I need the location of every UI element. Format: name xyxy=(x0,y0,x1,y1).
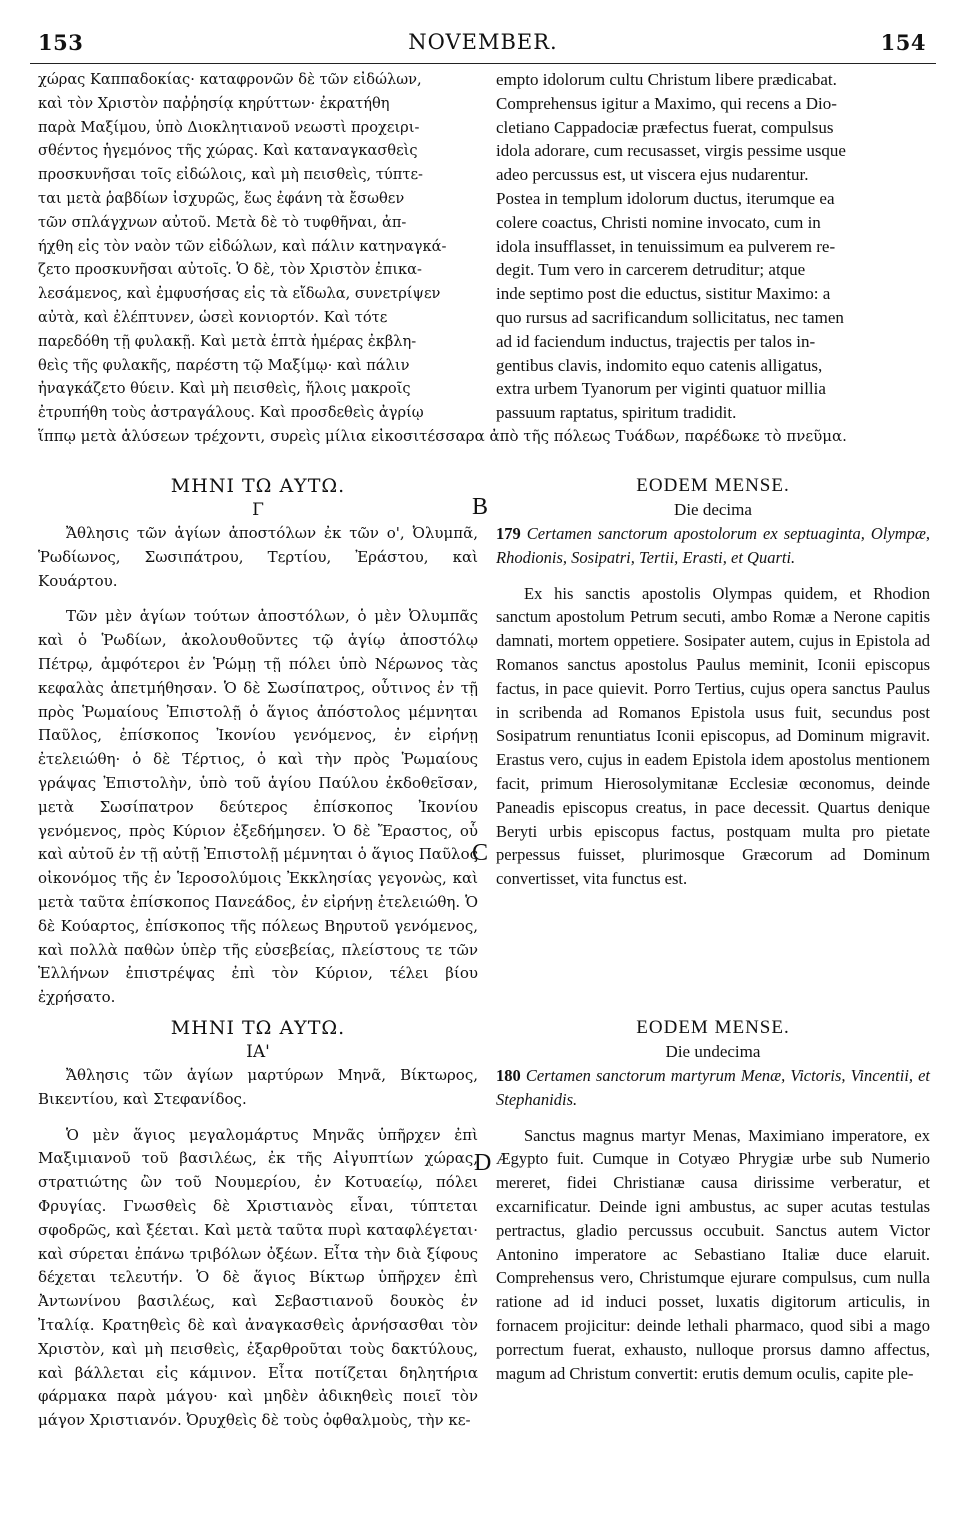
latin-section-heading xyxy=(496,522,930,570)
greek-section-heading: Ἄθλησις τῶν ἁγίων ἀποστόλων ἐκ τῶν ο', Ὀλυμπᾶ, Ῥωδίωνος, Σωσιπάτρου, Τερτίου, Ἐράστου, καὶ Κουάρτου. xyxy=(38,524,478,590)
latin-line: ad id faciendum inductus, trajectis per talos in- xyxy=(496,331,816,351)
greek-full-width-line: ἵππῳ μετὰ ἁλύσεων τρέχοντι, συρεὶς μίλια εἰκοσιτέσσαρα ἀπὸ τῆς πόλεως Τυάδων, παρέδωκε τὸ πνεῦμα. xyxy=(38,427,847,445)
section2-greek-column xyxy=(38,1016,478,1433)
greek-line: παρὰ Μαξίμου, ὑπὸ Διοκλητιανοῦ νεωστὶ προχειρι- xyxy=(38,118,420,136)
greek-line: λεσάμενος, καὶ ἐμφυσήσας εἰς τὰ εἴδωλα, συνετρίψεν xyxy=(38,285,441,303)
latin-section-body: Sanctus magnus martyr Menas, Maximiano imperatore, ex Ægypto fuit. Cumque in Cotyæo Phrygiæ urbe sub Numerio mereret, fidei Christianæ causa dirissime verberatur, et excarnificatur. Deinde igni ambustus, ac super acutas testulas pertractus, gladio percussus occubuit. Sanctus autem Victor Antonino imperatore ac Sebastiano Italiæ duce elaruit. Comprehensus vero, Christumque ejurare compulsus, cum nulla ratione ad id induci posset, luxatis digitorum articulis, in fornacem projicitur: deinde lethali pharmaco, quod sibi a mago porrectum fuerat, exhausto, nulloque prorsus damno affectus, magum ad Christum convertit: erutis demum oculis, capite ple- xyxy=(496,1125,930,1383)
latin-line: degit. Tum vero in carcerem detruditur; atque xyxy=(496,260,806,280)
greek-line: παρεδόθη τῇ φυλακῇ. Καὶ μετὰ ἑπτὰ ἡμέρας ἐκβλη- xyxy=(38,332,417,350)
latin-section-title: EODEM MENSE. xyxy=(636,475,790,496)
latin-line: extra urbem Tyanorum per viginti quatuor millia xyxy=(496,379,826,399)
greek-line: χώρας Καππαδοκίας· καταφρονῶν δὲ τῶν εἰδώλων, xyxy=(38,71,422,88)
latin-line: gentibus clavis, indomito equo catenis alligatus, xyxy=(496,355,823,375)
margin-letter-c: C xyxy=(472,840,489,866)
greek-line: τῶν σπλάγχνων αὐτοῦ. Μετὰ δὲ τὸ τυφθῆναι, ἀπ- xyxy=(38,213,407,231)
left-page-number: 153 xyxy=(38,30,84,55)
greek-day: ΙΑ' xyxy=(246,1042,270,1062)
running-title: NOVEMBER. xyxy=(408,30,558,54)
greek-section-body: Τῶν μὲν ἁγίων τούτων ἀποστόλων, ὁ μὲν Ὀλυμπᾶς καὶ ὁ Ῥωδίων, ἀκολουθοῦντες τῷ ἁγίῳ ἀποστόλῳ Πέτρῳ, ἀμφότεροι ἐν Ῥώμῃ τῇ πόλει ὑπὸ Νέρωνος τὰς κεφαλὰς ἀπετμήθησαν. Ὁ δὲ Σωσίπατρος, οὗτινος ἐν τῇ πρὸς Ῥωμαίους Ἐπιστολῇ ὁ ἅγιος ἀπόστολος μέμνηται Παῦλος, ἐπίσκοπος Ἰκονίου γενόμενος, ἐν εἰρήνῃ ἐτελειώθη· ὁ δὲ Τέρτιος, ὁ καὶ τὴν πρὸς Ῥωμαίους γράψας Ἐπιστολὴν, ὑπὸ τοῦ ἁγίου Παύλου ἐκδοθεῖσαν, μετὰ Σωσίπατρον δεύτερος ἐπίσκοπος Ἰκονίου γενόμενος, πρὸς Κύριον ἐξεδήμησεν. Ὁ δὲ Ἔραστος, οὗ καὶ αὐτοῦ ἐν τῇ αὐτῇ Ἐπιστολῇ μέμνηται ὁ ἅγιος Παῦλος οἰκονόμος τῆς ἐν Ἱεροσολύμοις Ἐκκλησίας γεγονὼς, καὶ μετὰ ταῦτα ἐπίσκοπος Πανεάδος, ἐν εἰρήνῃ ἐτελειώθη. Ὁ δὲ Κούαρτος, ἐπίσκοπος τῆς πόλεως Βηρυτοῦ γενόμενος, καὶ πολλὰ παθὼν ὑπὲρ τῆς εὐσεβείας, πλείστους τε τῶν Ἑλλήνων ἐπιστρέψας ἐπὶ τὸν Κύριον, τέλει βίου ἐχρήσατο. xyxy=(38,607,478,1007)
greek-line: ήχθη εἰς τὸν ναὸν τῶν εἰδώλων, καὶ πάλιν κατηναγκά- xyxy=(38,237,447,255)
greek-line: θεὶς τῆς φυλακῆς, παρέστη τῷ Μαξίμῳ· καὶ πάλιν xyxy=(38,356,410,374)
greek-line: σθέντος ἡγεμόνος τῆς χώρας. Καὶ καταναγκασθεὶς xyxy=(38,142,418,160)
latin-day: Die undecima xyxy=(665,1042,761,1061)
header-rule xyxy=(30,63,936,64)
greek-section-heading: Ἄθλησις τῶν ἁγίων μαρτύρων Μηνᾶ, Βίκτωρος, Βικεντίου, καὶ Στεφανίδος. xyxy=(38,1066,478,1108)
latin-section-body: Ex his sanctis apostolis Olympas quidem, et Rhodion sanctum apostolum Petrum secuti, ambo Romæ a Nerone capitis damnati, mortem oppetiere. Sosipater autem, cujus in Epistola ad Romanos sanctus apostolus Paulus meminit, Iconii episcopus factus, in pace quievit. Porro Tertius, cujus opera sanctus Paulus in scribenda ad Romanos Epistola usus fuit, secundus post Sosipatrum renuntiatus Iconii episcopus, ad Dominum migravit. Erastus vero, cujus in eadem Epistola idem apostolus mentionem facit, primum Hierosolymitanæ Ecclesiæ œconomus, deinde Paneadis episcopus creatus, in pace decessit. Quartus denique Beryti urbis episcopus factus, postquam multa pro pietate perpessus fuisset, plurimosque Græcorum ad Dominum convertisset, vita functus est. xyxy=(496,583,930,889)
greek-line: ται μετὰ ῥαβδίων ἰσχυρῶς, ἕως ἐφάνη τὰ ἔσωθεν xyxy=(38,189,405,207)
greek-line: ζετο προσκυνῆσαι αὐτοῖς. Ὁ δὲ, τὸν Χριστὸν ἐπικα- xyxy=(38,261,422,279)
entry-number: 179 xyxy=(496,524,521,543)
latin-line: Comprehensus igitur a Maximo, qui recens a Dio- xyxy=(496,93,837,113)
top-greek-column xyxy=(38,68,478,425)
right-page-number: 154 xyxy=(880,30,926,55)
margin-letter-d: D xyxy=(474,1150,492,1176)
section1-greek-column xyxy=(38,474,478,1010)
greek-section-title: ΜΗΝΙ ΤΩ ΑΥΤΩ. xyxy=(170,475,346,497)
latin-line: cletiano Cappadociæ præfectus fuerat, compulsus xyxy=(496,117,834,137)
latin-line: passuum raptatus, spiritum tradidit. xyxy=(496,403,737,423)
greek-line: αὐτὰ, καὶ ἐλέπτυνεν, ὡσεὶ κονιορτόν. Καὶ τότε xyxy=(38,308,388,326)
latin-line: inde septimo post die eductus, sistitur Maximo: a xyxy=(496,284,831,304)
section1-latin-column xyxy=(496,474,930,891)
greek-line: ἐτρυπήθη τοὺς ἀστραγάλους. Καὶ προσδεθεὶς ἀγρίῳ xyxy=(38,404,424,422)
latin-line: quo rursus ad sacrificandum sollicitatus, nec tamen xyxy=(496,307,844,327)
latin-line: idola insufflasset, in tenuissimum ea pulverem re- xyxy=(496,236,836,256)
greek-section-title: ΜΗΝΙ ΤΩ ΑΥΤΩ. xyxy=(170,1017,346,1039)
latin-line: colere coactus, Christi nomine invocato, cum in xyxy=(496,212,821,232)
greek-line: καὶ τὸν Χριστὸν παῤῥησίᾳ κηρύττων· ἐκρατήθη xyxy=(38,94,390,112)
latin-section-heading xyxy=(496,1064,930,1112)
latin-line: idola adorare, cum recusasset, virgis pessime usque xyxy=(496,141,846,161)
latin-day: Die decima xyxy=(674,500,752,519)
greek-section-body: Ὁ μὲν ἅγιος μεγαλομάρτυς Μηνᾶς ὑπῆρχεν ἐπὶ Μαξιμιανοῦ τοῦ βασιλέως, ἐκ τῆς Αἰγυπτίων χώρας, στρατιώτης ὢν τοῦ Νουμερίου, ἐν Κοτυαείῳ, πόλει Φρυγίας. Γνωσθεὶς δὲ Χριστιανὸς εἶναι, τύπτεται σφοδρῶς, καὶ ξέεται. Καὶ μετὰ ταῦτα πυρὶ καταφλέγεται· καὶ σύρεται ἐπάνω τριβόλων ὀξέων. Εἶτα τὴν διὰ ξίφους δέχεται τελευτήν. Ὁ δὲ ἅγιος Βίκτωρ ὑπῆρχεν ἐπὶ Ἀντωνίνου βασιλέως, καὶ Σεβαστιανοῦ δουκὸς ἐν Ἰταλίᾳ. Κρατηθεὶς δὲ καὶ ἀναγκασθεὶς ἀρνήσασθαι τὸν Χριστὸν, καὶ μὴ πεισθεὶς, ἐξαρθροῦται τοὺς δακτύλους, καὶ βάλλεται εἰς κάμινον. Εἶτα ποτίζεται δηλητήρια φάρμακα παρὰ μάγου· καὶ μηδὲν ἀδικηθεὶς ποιεῖ τὸν μάγον Χριστιανόν. Ὀρυχθεὶς δὲ τοὺς ὀφθαλμοὺς, τὴν κε- xyxy=(38,1125,478,1430)
latin-line: adeo percussus est, ut viscera ejus nudarentur. xyxy=(496,165,809,185)
margin-letter-b: B xyxy=(472,494,489,520)
entry-number: 180 xyxy=(496,1066,521,1085)
section2-latin-column xyxy=(496,1016,930,1385)
greek-day: Γ xyxy=(252,500,264,520)
greek-line: ἠναγκάζετο θύειν. Καὶ μὴ πεισθεὶς, ἥλοις μακροῖς xyxy=(38,380,411,398)
greek-line: προσκυνῆσαι τοῖς εἰδώλοις, καὶ μὴ πεισθεὶς, τύπτε- xyxy=(38,166,423,184)
latin-section-title: EODEM MENSE. xyxy=(636,1017,790,1038)
top-latin-column xyxy=(496,68,930,425)
latin-line: Postea in templum idolorum ductus, iterumque ea xyxy=(496,188,835,208)
latin-heading-text: Certamen sanctorum apostolorum ex septuaginta, Olympæ, Rhodionis, Sosipatri, Tertii, Erasti, et Quarti. xyxy=(496,524,930,567)
latin-line: empto idolorum cultu Christum libere prædicabat. xyxy=(496,70,837,89)
latin-heading-text: Certamen sanctorum martyrum Menæ, Victoris, Vincentii, et Stephanidis. xyxy=(496,1066,931,1109)
